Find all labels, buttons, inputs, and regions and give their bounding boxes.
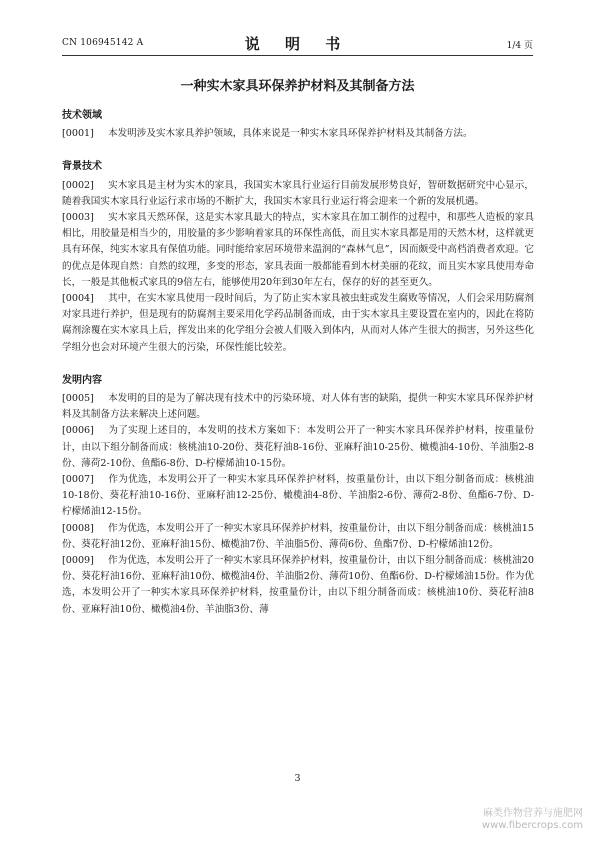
paragraph (62, 553, 534, 618)
paragraph-number: [0002] (62, 179, 94, 191)
paragraph-number: [0009] (62, 555, 94, 567)
header-patent-number: CN 106945142 A (62, 38, 144, 48)
paragraph (62, 423, 534, 472)
section-background (62, 159, 534, 355)
paragraph (62, 521, 534, 553)
paragraph (62, 126, 534, 142)
paragraph-number: [0008] (62, 522, 94, 534)
section-heading: 技术领域 (62, 110, 102, 121)
section-heading: 发明内容 (62, 374, 102, 386)
paragraph-text: 作为优选，本发明公开了一种实木家具环保养护材料，按重量份计，由以下组分制备而成：核桃油10-18份、葵花籽油10-16份、亚麻籽油12-25份、橄榄油4-8份、羊油脂2-6份、薄荷2-8份、鱼酯6-7份、D-柠檬烯油12-15份。 (62, 474, 534, 518)
paragraph-text: 为了实现上述目的，本发明的技术方案如下：本发明公开了一种实木家具环保养护材料，按重量份计，由以下组分制备而成：核桃油10-20份、葵花籽油8-16份、亚麻籽油10-25份、橄榄油4-10份、羊油脂2-8份、薄荷2-10份、鱼酯6-8份、D-柠檬烯油10-15份。 (62, 425, 534, 469)
paragraph-number: [0004] (62, 293, 94, 305)
header-doc-type: 说 明 书 (244, 35, 351, 53)
document-body (62, 108, 534, 618)
paragraph-number: [0005] (62, 393, 94, 405)
header-page-indicator: 1/4 页 (506, 41, 533, 51)
paragraph (62, 291, 534, 356)
paragraph-text: 作为优选，本发明公开了一种实木家具环保养护材料，按重量份计，由以下组分制备而成：核桃油20份、葵花籽油16份、亚麻籽油10份、橄榄油4份、羊油脂2份、薄荷10份、鱼酯6份、D-柠檬烯油15份。作为优选，本发明公开了一种实木家具环保养护材料，按重量份计，由以下组分制备而成：核桃油10份、葵花籽油8份、亚麻籽油10份、橄榄油4份、羊油脂3份、薄 (62, 555, 534, 615)
paragraph-text: 其中，在实木家具使用一段时间后，为了防止实木家具被虫蛀或发生腐败等情况，人们会采用防腐剂对家具进行养护，但是现有的防腐剂主要采用化学药品制备而成，由于实木家具主要设置在室内的，因此在将防腐剂涂覆在实木家具上后，挥发出来的化学组分会被人们吸入到体内，从而对人体产生很大的损害，另外这些化学组分也会对环境产生很大的污染，环保性能比较差。 (62, 293, 534, 353)
paragraph-text: 本发明涉及实木家具养护领域，具体来说是一种实木家具环保养护材料及其制备方法。 (108, 128, 473, 140)
header-divider (62, 55, 533, 56)
watermark (482, 808, 583, 832)
document-title: 一种实木家具环保养护材料及其制备方法 (180, 79, 415, 94)
section-field (62, 108, 534, 142)
paragraph-text: 本发明的目的是为了解决现有技术中的污染环境、对人体有害的缺陷，提供一种实木家具环保养护材料及其制备方法来解决上述问题。 (62, 393, 534, 421)
section-invention (62, 373, 534, 618)
paragraph (62, 178, 534, 210)
paragraph-number: [0001] (62, 128, 94, 140)
paragraph (62, 391, 534, 423)
paragraph-number: [0006] (62, 425, 94, 437)
paragraph-number: [0003] (62, 212, 94, 224)
watermark-line-1: 麻类作物营养与施肥网 (483, 808, 583, 819)
paragraph-text: 作为优选，本发明公开了一种实木家具环保养护材料，按重量份计，由以下组分制备而成：核桃油15份、葵花籽油12份、亚麻籽油15份、橄榄油7份、羊油脂5份、薄荷6份、鱼酯7份、D-柠檬烯油12份。 (62, 522, 534, 550)
paragraph-number: [0007] (62, 474, 94, 486)
page-number: 3 (294, 773, 301, 784)
paragraph-text: 实木家具是主材为实木的家具，我国实木家具行业运行目前发展形势良好，智研数据研究中心显示，随着我国实木家具行业运行求市场的不断扩大，我国实木家具行业运行将会迎来一个新的发展机遇。 (62, 179, 534, 207)
section-heading: 背景技术 (62, 161, 102, 173)
paragraph (62, 472, 534, 521)
paragraph-text: 实木家具天然环保，这是实木家具最大的特点，实木家具在加工制作的过程中，和那些人造板的家具相比，用胶量是相当少的，用胶量的多少影响着家具的环保性高低，而且实木家具都是用的天然木材，这样就更具有环保，纯实木家具有保值功能。同时能给家居环境带来温润的“森林气息”，因而颇受中高档消费者欢迎。它的优点是体现自然：自然的纹理，多变的形态，家具表面一般都能看到木材美丽的花纹，而且实木家具使用寿命长，一般是其他板式家具的9倍左右，能够使用20年到30年左右，保存的好的甚至更久。 (62, 212, 534, 288)
watermark-line-2: www.fibercrops.com (481, 820, 583, 831)
paragraph (62, 210, 534, 291)
